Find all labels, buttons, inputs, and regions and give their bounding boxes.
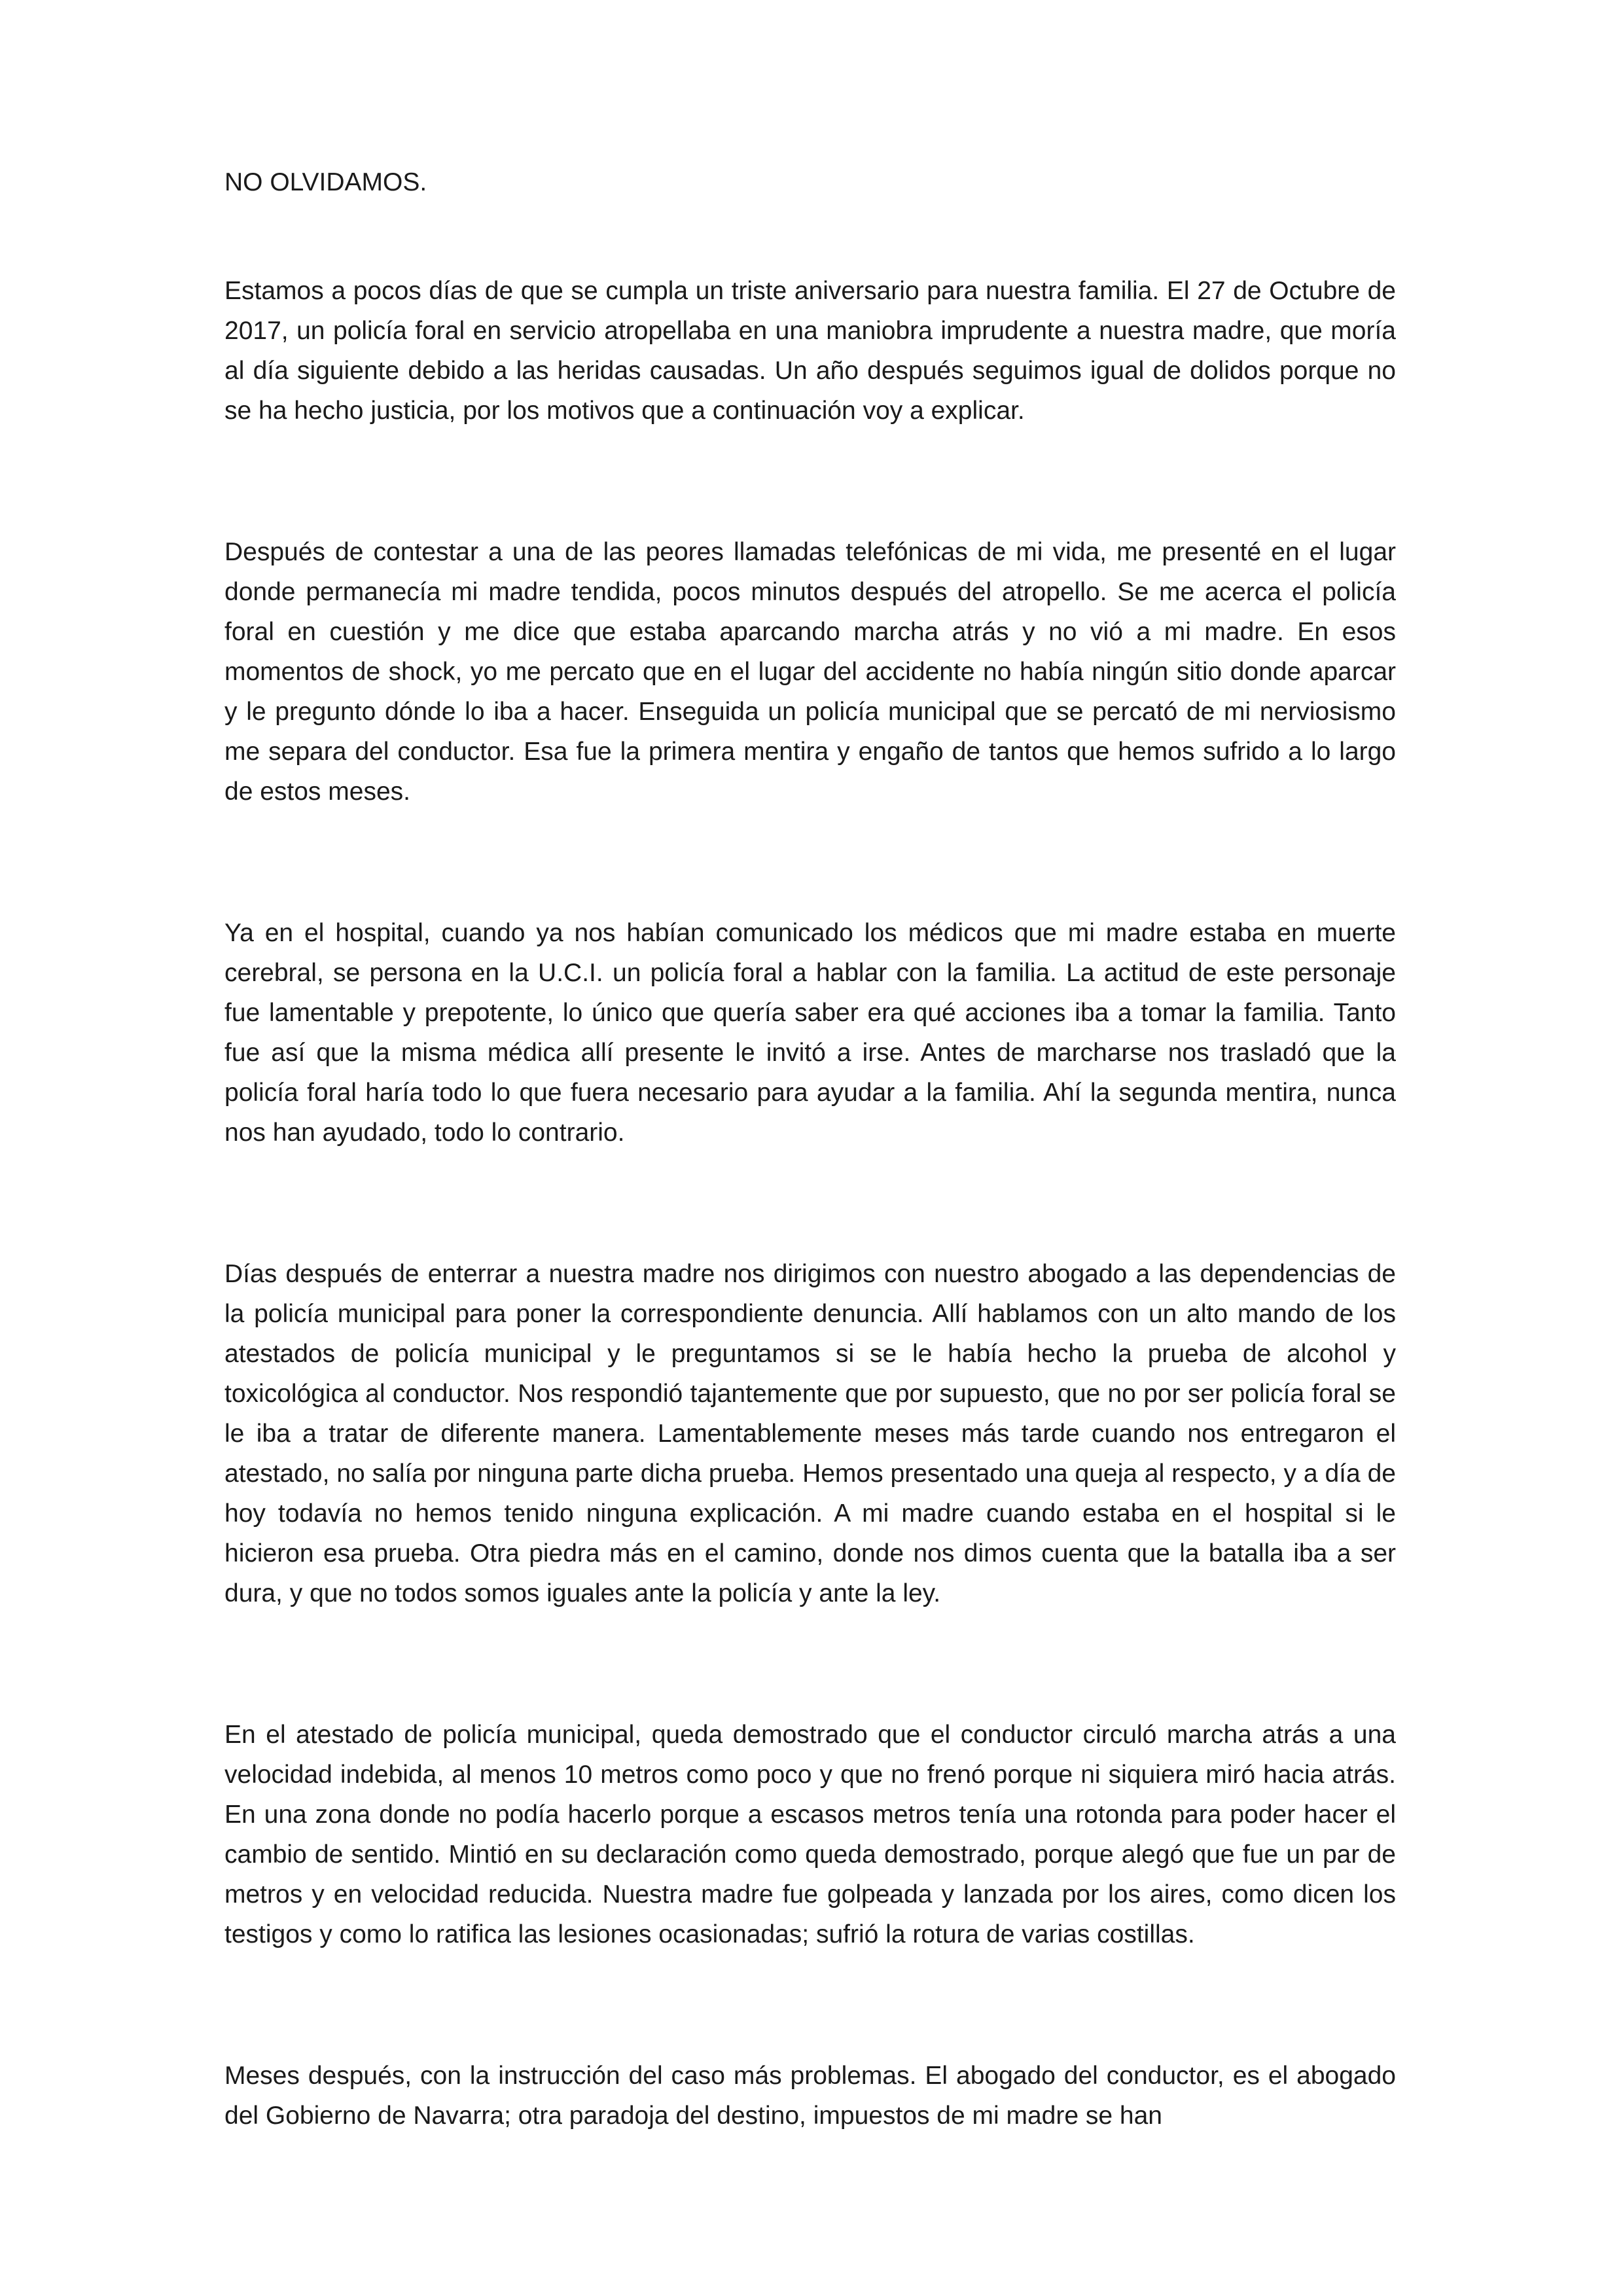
paragraph-4: Días después de enterrar a nuestra madre nos dirigimos con nuestro abogado a las dependencias de la policía municipal para poner la correspondiente denuncia. Allí hablamos con un alto mando de los atestados de policía municipal y le preguntamos si se le había hecho la prueba de alcohol y toxicológica al conductor. Nos respondió tajantemente que por supuesto, que no por ser policía foral se le iba a tratar de diferente manera. Lamentablemente meses más tarde cuando nos entregaron el atestado, no salía por ninguna parte dicha prueba. Hemos presentado una queja al respecto, y a día de hoy todavía no hemos tenido ninguna explicación. A mi madre cuando estaba en el hospital si le hicieron esa prueba. Otra piedra más en el camino, donde nos dimos cuenta que la batalla iba a ser dura, y que no todos somos iguales ante la policía y ante la ley. — [224, 1260, 1396, 1607]
document-body — [224, 162, 1396, 2136]
paragraph-5: En el atestado de policía municipal, queda demostrado que el conductor circuló marcha atrás a una velocidad indebida, al menos 10 metros como poco y que no frenó porque ni siquiera miró hacia atrás. En una zona donde no podía hacerlo porque a escasos metros tenía una rotonda para poder hacer el cambio de sentido. Mintió en su declaración como queda demostrado, porque alegó que fue un par de metros y en velocidad reducida. Nuestra madre fue golpeada y lanzada por los aires, como dicen los testigos y como lo ratifica las lesiones ocasionadas; sufrió la rotura de varias costillas. — [224, 1721, 1396, 1948]
document-title: NO OLVIDAMOS. — [224, 168, 427, 196]
paragraph-3: Ya en el hospital, cuando ya nos habían comunicado los médicos que mi madre estaba en muerte cerebral, se persona en la U.C.I. un policía foral a hablar con la familia. La actitud de este personaje fue lamentable y prepotente, lo único que quería saber era qué acciones iba a tomar la familia. Tanto fue así que la misma médica allí presente le invitó a irse. Antes de marcharse nos trasladó que la policía foral haría todo lo que fuera necesario para ayudar a la familia. Ahí la segunda mentira, nunca nos han ayudado, todo lo contrario. — [224, 919, 1396, 1147]
paragraph-1: Estamos a pocos días de que se cumpla un triste aniversario para nuestra familia. El 27 de Octubre de 2017, un policía foral en servicio atropellaba en una maniobra imprudente a nuestra madre, que moría al día siguiente debido a las heridas causadas. Un año después seguimos igual de dolidos porque no se ha hecho justicia, por los motivos que a continuación voy a explicar. — [224, 277, 1396, 425]
paragraph-6: Meses después, con la instrucción del caso más problemas. El abogado del conductor, es el abogado del Gobierno de Navarra; otra paradoja del destino, impuestos de mi madre se han — [224, 2062, 1396, 2130]
paragraph-2: Después de contestar a una de las peores llamadas telefónicas de mi vida, me presenté en el lugar donde permanecía mi madre tendida, pocos minutos después del atropello. Se me acerca el policía foral en cuestión y me dice que estaba aparcando marcha atrás y no vió a mi madre. En esos momentos de shock, yo me percato que en el lugar del accidente no había ningún sitio donde aparcar y le pregunto dónde lo iba a hacer. Enseguida un policía municipal que se percató de mi nerviosismo me separa del conductor. Esa fue la primera mentira y engaño de tantos que hemos sufrido a lo largo de estos meses. — [224, 538, 1396, 806]
